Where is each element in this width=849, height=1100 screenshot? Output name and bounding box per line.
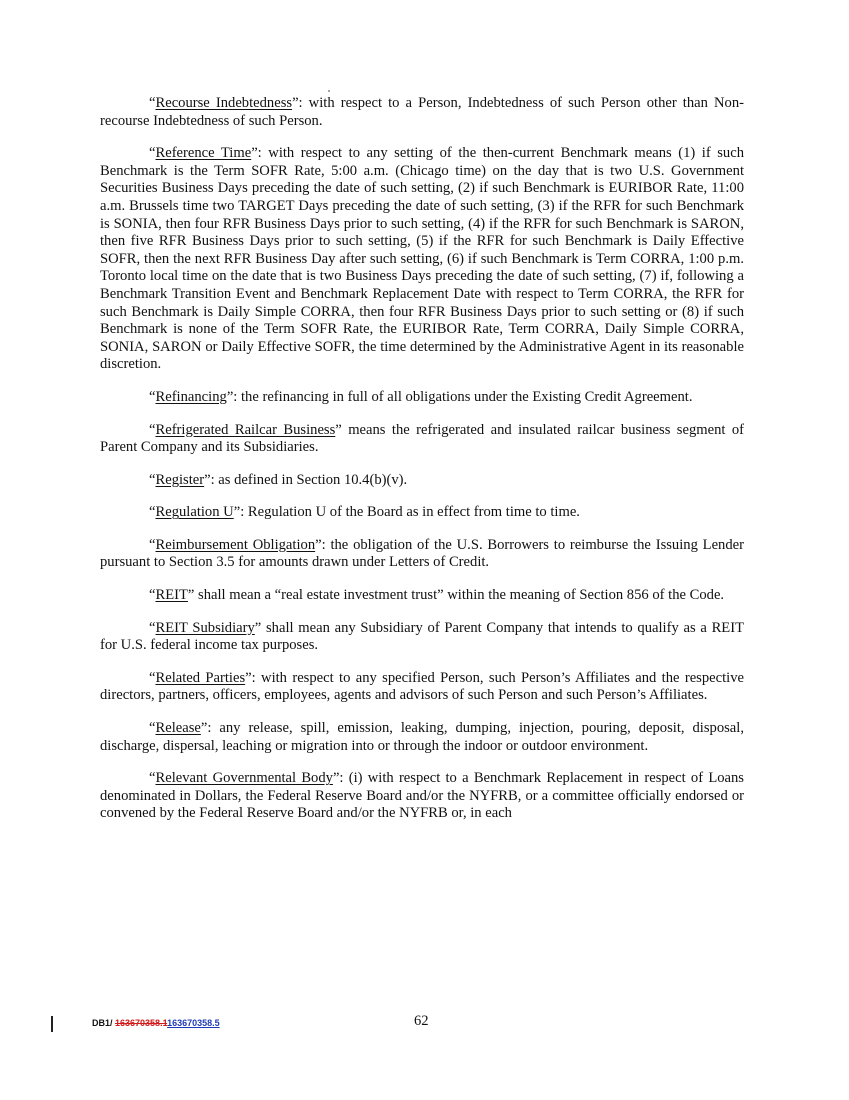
doc-prefix: DB1/ (92, 1018, 116, 1028)
defined-term: Reimbursement Obligation (155, 536, 316, 553)
page-number: 62 (414, 1013, 429, 1029)
defined-term: REIT (155, 587, 188, 604)
definitions-body (100, 95, 744, 838)
scan-speck (328, 90, 330, 92)
defined-term: Refinancing (155, 388, 227, 405)
document-id-footer (92, 1018, 220, 1028)
defined-term: Recourse Indebtedness (155, 95, 293, 111)
defined-term: REIT Subsidiary (155, 619, 255, 636)
definition-paragraph: “Relevant Governmental Body”: (i) with respect to a Benchmark Replacement in respect of Loans denominated in Dollars, the Federal Reserve Board and/or the NYFRB, or a committee officially endorsed or convened by the Federal Reserve Board and/or the NYFRB or, in each (100, 770, 744, 822)
definition-paragraph: “Regulation U”: Regulation U of the Board as in effect from time to time. (149, 504, 580, 521)
defined-term: Regulation U (155, 504, 234, 521)
definition-paragraph: “REIT” shall mean a “real estate investment trust” within the meaning of Section 856 of the Code. (149, 587, 725, 604)
definition-paragraph: “Reimbursement Obligation”: the obligation of the U.S. Borrowers to reimburse the Issuing Lender pursuant to Section 3.5 for amounts drawn under Letters of Credit. (100, 536, 744, 571)
defined-term: Register (155, 471, 205, 488)
revision-change-bar (51, 1016, 53, 1032)
definition-paragraph: “Reference Time”: with respect to any setting of the then-current Benchmark means (1) if such Benchmark is the Term SOFR Rate, 5:00 a.m. (Chicago time) on the day that is two U.S. Government Securities Business Days preceding the date of such setting, (2) if such Benchmark is EURIBOR Rate, 11:00 a.m. Brussels time two TARGET Days preceding the date of such setting, (3) if the RFR for such Benchmark is SONIA, then four RFR Business Days prior to such setting, (4) if the RFR for such Benchmark is SARON, then five RFR Business Days prior to such setting, (5) if the RFR for such Benchmark is Daily Effective SOFR, then the next RFR Business Day after such setting, (6) if such Benchmark is Term CORRA, 1:00 p.m. Toronto local time on the date that is two Business Days preceding the date of such setting, (7) if, following a Benchmark Transition Event and Benchmark Replacement Date with respect to Term CORRA, the RFR for such Benchmark is Daily Simple CORRA, then four RFR Business Days prior to such setting or (8) if such Benchmark is none of the Term SOFR Rate, the EURIBOR Rate, Term CORRA, Daily Simple CORRA, SONIA, SARON or Daily Effective SOFR, the time determined by the Administrative Agent in its reasonable discretion. (100, 145, 745, 373)
defined-term: Reference Time (155, 145, 252, 162)
defined-term: Relevant Governmental Body (155, 770, 333, 787)
definition-paragraph: “Related Parties”: with respect to any specified Person, such Person’s Affiliates and the respective directors, partners, officers, employees, agents and advisors of such Person and such Person’s Affiliates. (100, 669, 744, 704)
defined-term: Refrigerated Railcar Business (155, 421, 336, 438)
definition-paragraph: “Register”: as defined in Section 10.4(b)(v). (149, 471, 408, 488)
inserted-doc-id: 163670358.5 (167, 1018, 220, 1028)
definition-paragraph: “REIT Subsidiary” shall mean any Subsidiary of Parent Company that intends to qualify as a REIT for U.S. federal income tax purposes. (100, 619, 744, 654)
definition-paragraph: “Refinancing”: the refinancing in full of all obligations under the Existing Credit Agreement. (149, 388, 693, 405)
definition-paragraph: “Recourse Indebtedness”: with respect to a Person, Indebtedness of such Person other than Non-recourse Indebtedness of such Person. (100, 95, 744, 129)
definition-paragraph: “Refrigerated Railcar Business” means the refrigerated and insulated railcar business segment of Parent Company and its Subsidiaries. (100, 421, 745, 456)
definition-paragraph: “Release”: any release, spill, emission, leaking, dumping, injection, pouring, deposit, disposal, discharge, dispersal, leaching or migration into or through the indoor or outdoor environment. (100, 720, 744, 754)
defined-term: Related Parties (155, 669, 246, 686)
deleted-doc-id: 163670358.1 (115, 1018, 168, 1028)
defined-term: Release (155, 720, 201, 737)
